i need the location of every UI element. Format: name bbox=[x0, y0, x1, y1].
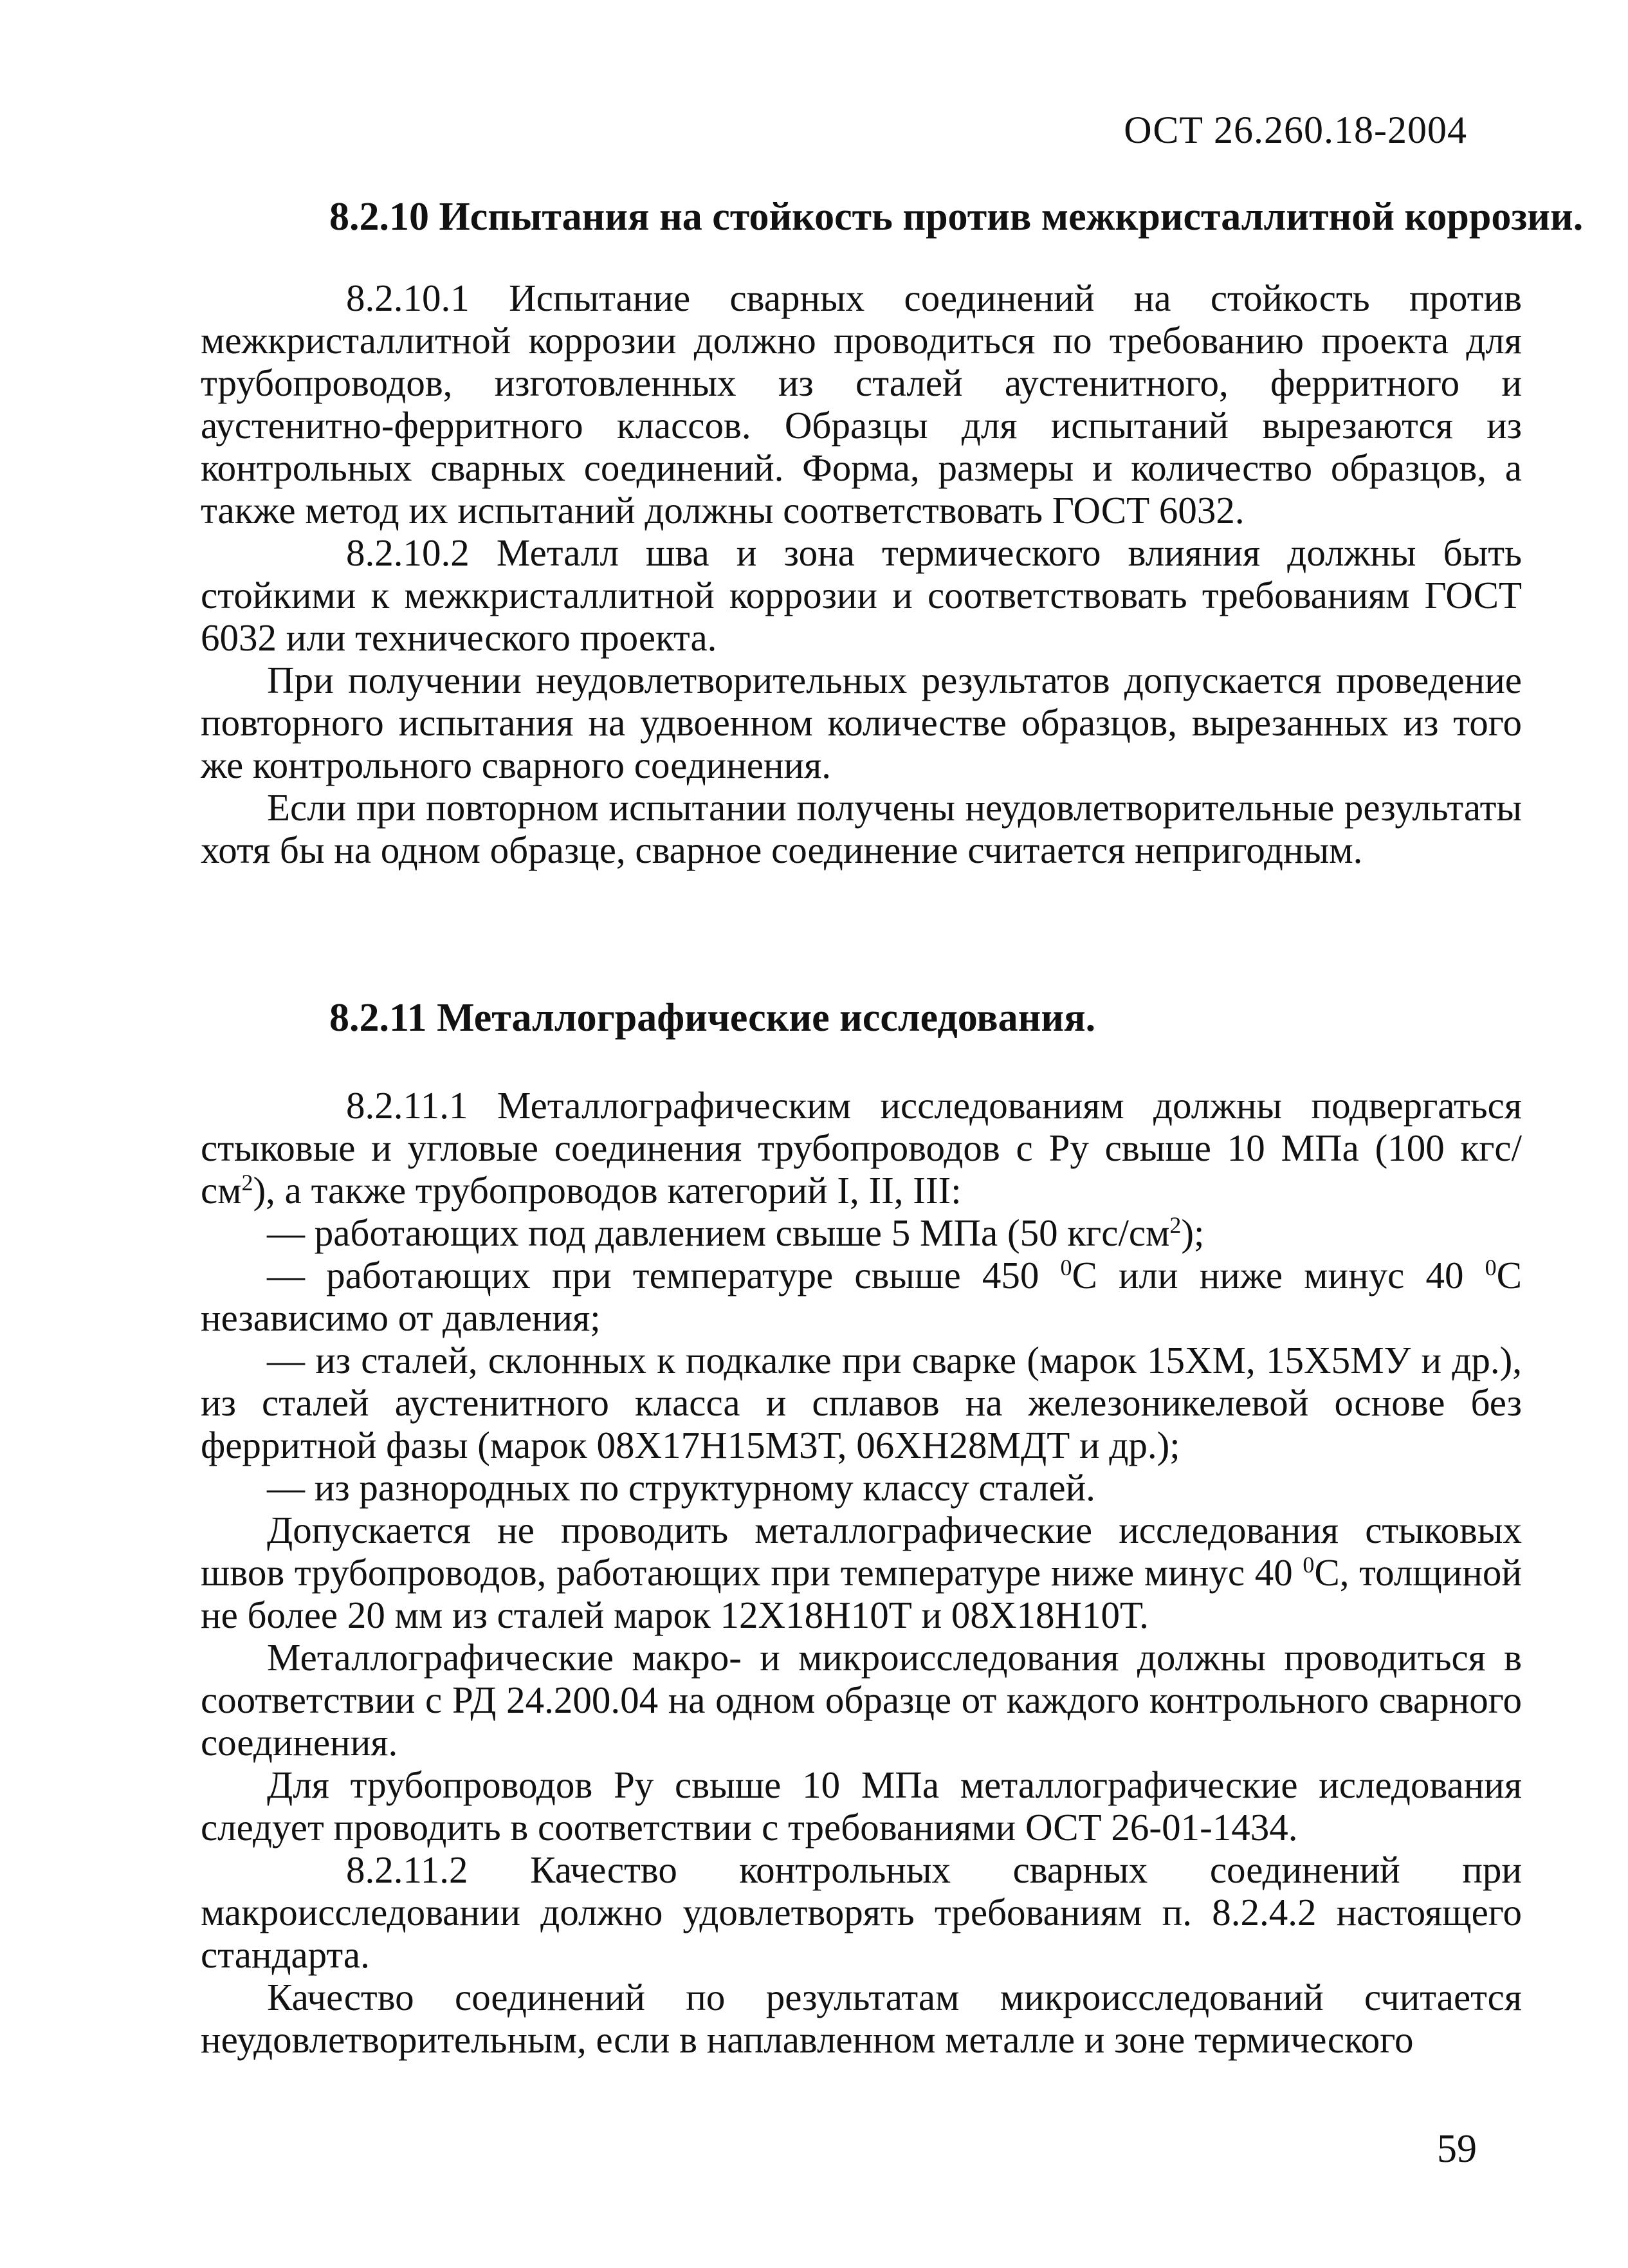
text-run: С или ниже минус 40 bbox=[1072, 1254, 1485, 1296]
text-run: ); bbox=[1181, 1212, 1205, 1254]
list-item-dissimilar: — из разнородных по структурному классу сталей. bbox=[267, 1466, 1095, 1509]
superscript: 2 bbox=[241, 1170, 253, 1196]
superscript: 0 bbox=[1485, 1255, 1497, 1281]
paragraph-exemption bbox=[201, 1509, 1522, 1636]
section-body-8-2-11 bbox=[201, 1084, 1522, 2061]
paragraph-high-pressure: Для трубопроводов Ру свыше 10 МПа металлографические иследования следует проводить в соответствии с требованиями ОСТ 26-01-1434. bbox=[201, 1764, 1522, 1849]
text-run: — работающих под давлением свыше 5 МПа (50 кгс/см bbox=[267, 1212, 1170, 1254]
superscript: 0 bbox=[1060, 1255, 1072, 1281]
text-run: — работающих при температуре свыше 450 bbox=[267, 1254, 1061, 1296]
paragraph-8-2-11-2: 8.2.11.2 Качество контрольных сварных соединений при макроисследовании должно удовлетворять требованиям п. 8.2.4.2 настоящего стандарта. bbox=[201, 1849, 1522, 1976]
document-code: ОСТ 26.260.18-2004 bbox=[1124, 109, 1467, 151]
page-number: 59 bbox=[1437, 2127, 1477, 2171]
superscript: 0 bbox=[1303, 1552, 1315, 1578]
text-run: ), а также трубопроводов категорий I, II, III: bbox=[253, 1169, 962, 1212]
text-run: С, толщиной не более 20 мм из сталей марок 12Х18Н10Т и 08Х18Н10Т. bbox=[201, 1551, 1522, 1636]
text-run: Допускается не проводить металлографические исследования стыковых швов трубопроводов, работающих при температуре ниже минус 40 bbox=[201, 1509, 1522, 1594]
paragraph-unfit-result: Если при повторном испытании получены неудовлетворительные результаты хотя бы на одном образце, сварное соединение считается непригодным. bbox=[201, 786, 1522, 871]
text-run: С независимо от давления; bbox=[201, 1254, 1523, 1339]
section-body-8-2-10 bbox=[201, 277, 1522, 871]
paragraph-8-2-11-1 bbox=[201, 1084, 1522, 1212]
paragraph-8-2-10-1: 8.2.10.1 Испытание сварных соединений на стойкость против межкристаллитной коррозии должно проводиться по требованию проекта для трубопроводов, изготовленных из сталей аустенитного, ферритного и аустенитно-ферритного классов. Образцы для испытаний вырезаются из контрольных сварных соединений. Форма, размеры и количество образцов, а также метод их испытаний должны соответствовать ГОСТ 6032. bbox=[201, 277, 1522, 531]
list-item-pressure bbox=[201, 1212, 1522, 1254]
paragraph-macro-micro: Металлографические макро- и микроисследования должны проводиться в соответствии с РД 24.200.04 на одном образце от каждого контрольного сварного соединения. bbox=[201, 1636, 1522, 1764]
superscript: 2 bbox=[1169, 1212, 1182, 1239]
text-run: 8.2.11.1 Металлографическим исследованиям должны подвергаться стыковые и угловые соединения трубопроводов с Ру свыше 10 МПа (100 кгс/см bbox=[201, 1084, 1522, 1212]
list-item-steels: — из сталей, склонных к подкалке при сварке (марок 15ХМ, 15Х5МУ и др.), из сталей аустенитного класса и сплавов на железоникелевой основе без ферритной фазы (марок 08Х17Н15М3Т, 06ХН28МДТ и др.); bbox=[201, 1339, 1522, 1466]
section-heading-8-2-11: 8.2.11 Металлографические исследования. bbox=[329, 996, 1096, 1040]
paragraph-8-2-10-2: 8.2.10.2 Металл шва и зона термического влияния должны быть стойкими к межкристаллитной коррозии и соответствовать требованиям ГОСТ 6032 или технического проекта. bbox=[201, 531, 1522, 659]
paragraph-micro-quality: Качество соединений по результатам микроисследований считается неудовлетворительным, если в наплавленном металле и зоне термического bbox=[201, 1976, 1522, 2061]
section-heading-8-2-10: 8.2.10 Испытания на стойкость против межкристаллитной коррозии. bbox=[329, 195, 1584, 239]
list-item-temperature bbox=[201, 1254, 1522, 1339]
paragraph-repeat-test: При получении неудовлетворительных результатов допускается проведение повторного испытания на удвоенном количестве образцов, вырезанных из того же контрольного сварного соединения. bbox=[201, 659, 1522, 786]
